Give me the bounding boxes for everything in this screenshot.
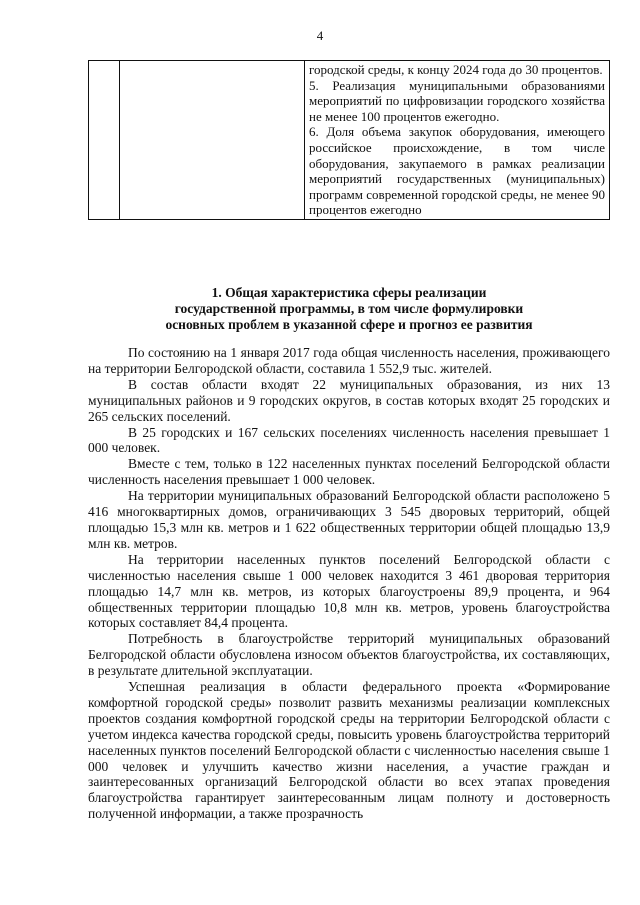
paragraph: На территории населенных пунктов поселений Белгородской области с численностью населения свыше 1 000 человек находится 3 461 дворовая территория площадью 14,7 млн кв. метров, из которых благоустроены 89,9 процента, и 964 общественных территории площадью 10,8 млн кв. метров, уровень благоустройства которых составляет 84,4 процента. [88, 551, 610, 631]
section-body [88, 345, 610, 822]
heading-line: 1. Общая характеристика сферы реализации [211, 285, 487, 300]
table-cell-number [89, 61, 120, 220]
heading-line: государственной программы, в том числе формулировки [174, 301, 524, 316]
paragraph: В 25 городских и 167 сельских поселениях численность населения превышает 1 000 человек. [88, 424, 610, 456]
paragraph: Успешная реализация в области федерального проекта «Формирование комфортной городской среды» позволит развить механизмы реализации комплексных проектов создания комфортной городской среды на территории Белгородской области с учетом индекса качества городской среды, повысить уровень благоустройства территорий населенных пунктов поселений Белгородской области с численностью населения свыше 1 000 человек и улучшить качество жизни населения, а участие граждан и заинтересованных организаций Белгородской области во всех этапах проведения благоустройства гарантирует заинтересованным лицам полноту и достоверность полученной информации, а также прозрачность [88, 679, 610, 822]
section-heading [88, 285, 610, 333]
table-cell-label [120, 61, 305, 220]
paragraph: По состоянию на 1 января 2017 года общая численность населения, проживающего на территории Белгородской области, составила 1 552,9 тыс. жителей. [88, 345, 610, 376]
paragraph: Вместе с тем, только в 122 населенных пунктах поселений Белгородской области численность населения превышает 1 000 человек. [88, 456, 610, 488]
indicator-text: 6. Доля объема закупок оборудования, имеющего российское происхождение, в том числе оборудования, закупаемого в рамках реализации мероприятий государственных (муниципальных) программ современной городской среды, не менее 90 процентов ежегодно [309, 124, 605, 218]
table-row [89, 61, 610, 220]
program-passport-table-continuation [88, 60, 610, 220]
paragraph: Потребность в благоустройстве территорий муниципальных образований Белгородской области обусловлена износом объектов благоустройства, их составляющих, в результате длительной эксплуатации. [88, 631, 610, 679]
page-number: 4 [316, 28, 324, 43]
paragraph: На территории муниципальных образований Белгородской области расположено 5 416 многоквартирных домов, ограничивающих 3 545 дворовых территорий, общей площадью 15,3 млн кв. метров и 1 622 общественных территории общей площадью 13,9 млн кв. метров. [88, 488, 610, 551]
indicator-text: 5. Реализация муниципальными образованиями мероприятий по цифровизации городского хозяйства не менее 100 процентов ежегодно. [309, 77, 605, 124]
heading-line: основных проблем в указанной сфере и прогноз ее развития [165, 317, 533, 332]
table-cell-indicators [305, 61, 610, 220]
indicator-text: городской среды, к концу 2024 года до 30 процентов. [309, 62, 603, 77]
paragraph: В состав области входят 22 муниципальных образования, из них 13 муниципальных районов и 9 городских округов, в состав которых входят 25 городских и 265 сельских поселений. [88, 376, 610, 424]
